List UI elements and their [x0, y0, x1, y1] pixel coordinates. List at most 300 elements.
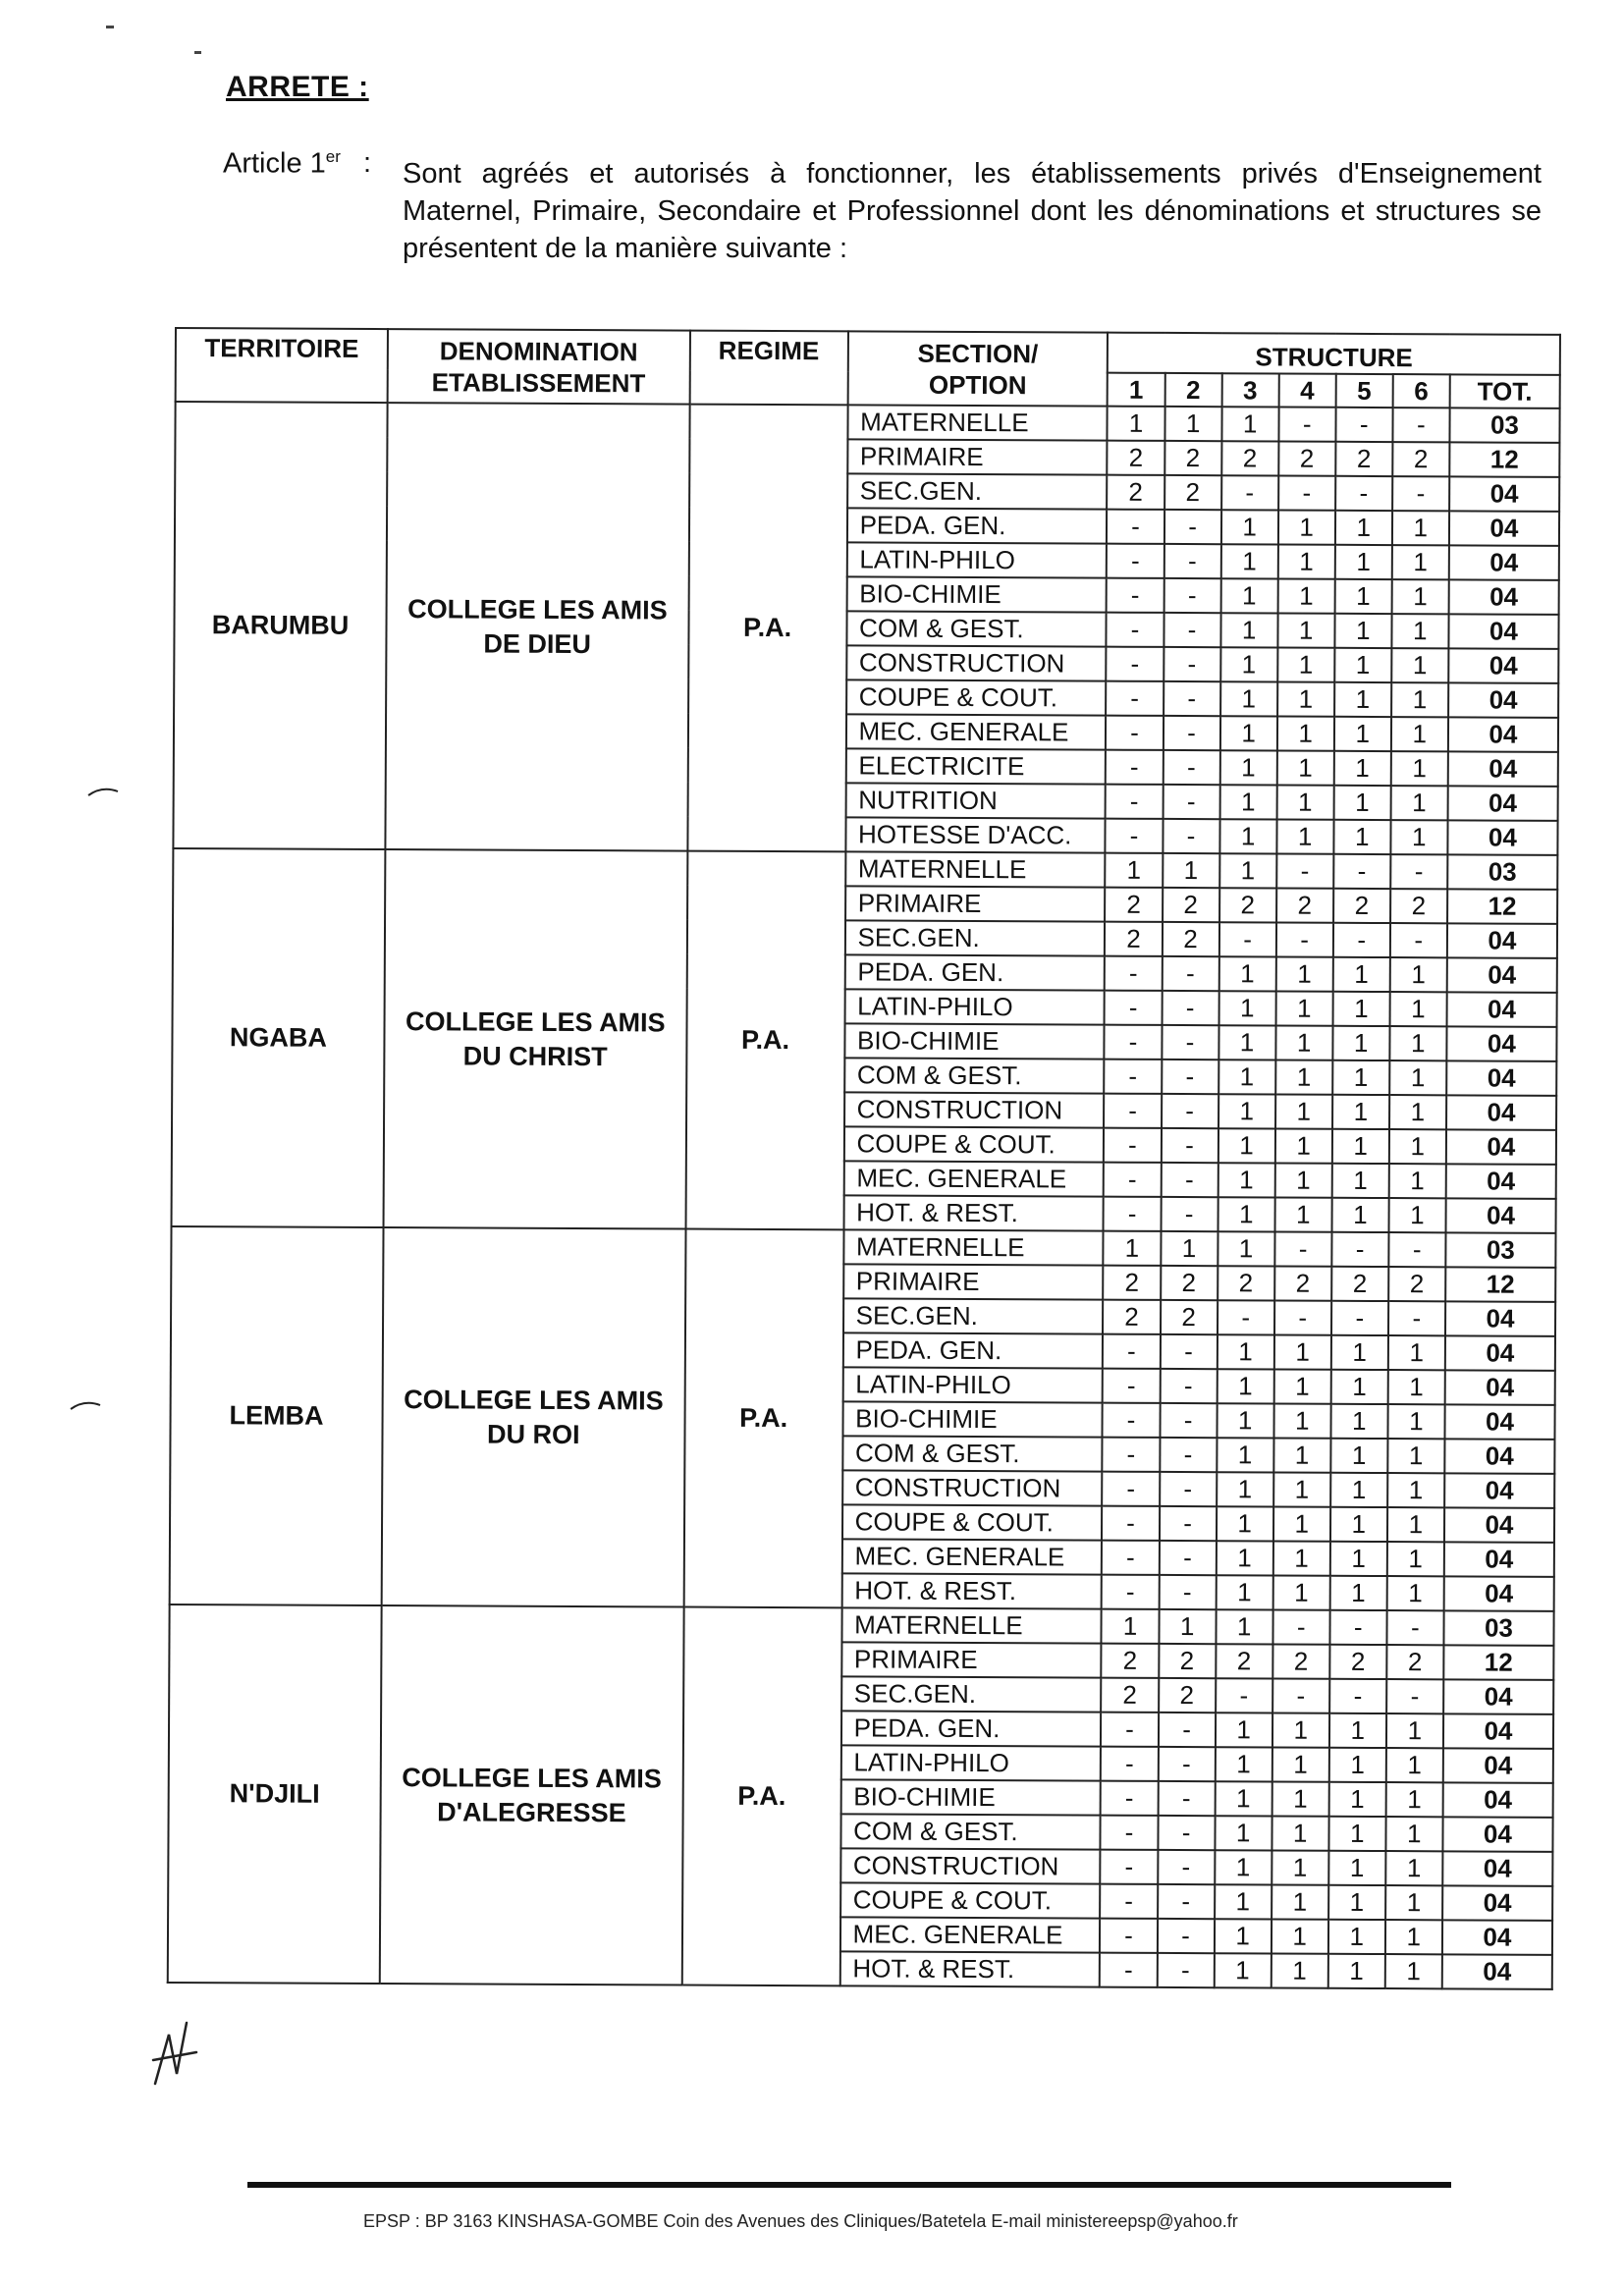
structure-cell-6: 1 [1386, 1748, 1443, 1782]
table-row [169, 1604, 1553, 1646]
structure-cell-2: - [1164, 510, 1220, 544]
total-cell: 04 [1448, 682, 1558, 718]
section-option-cell: SEC.GEN. [841, 1676, 1102, 1712]
structure-cell-3: 1 [1219, 750, 1276, 785]
structure-cell-1: 2 [1104, 1266, 1161, 1300]
section-option-cell: MATERNELLE [845, 851, 1106, 887]
structure-cell-3: 1 [1218, 1094, 1275, 1128]
structure-cell-5: 1 [1333, 820, 1390, 854]
structure-cell-3: 1 [1215, 1781, 1272, 1816]
structure-cell-2: - [1158, 1816, 1215, 1850]
structure-cell-4: 1 [1275, 1025, 1332, 1060]
structure-cell-6: 1 [1388, 1335, 1445, 1370]
structure-cell-5: 1 [1331, 1198, 1388, 1232]
structure-cell-3: 2 [1219, 888, 1276, 922]
structure-cell-1: - [1101, 1850, 1158, 1884]
structure-cell-1: 2 [1103, 1300, 1160, 1334]
total-cell: 03 [1445, 1232, 1555, 1268]
structure-cell-2: - [1160, 1472, 1217, 1506]
header-structure: STRUCTURE [1108, 333, 1560, 375]
structure-cell-1: - [1103, 1334, 1160, 1369]
structure-cell-5: 2 [1329, 1645, 1386, 1679]
structure-cell-3: 1 [1217, 1334, 1273, 1369]
structure-cell-6: 1 [1389, 1060, 1446, 1095]
structure-cell-3: 1 [1219, 785, 1276, 819]
structure-cell-4: 1 [1275, 1128, 1332, 1163]
section-option-cell: HOTESSE D'ACC. [845, 817, 1106, 852]
section-option-cell: COM & GEST. [846, 611, 1107, 646]
structure-cell-4: 1 [1275, 1060, 1332, 1094]
structure-cell-6: 1 [1391, 682, 1448, 717]
total-cell: 04 [1448, 717, 1558, 752]
structure-cell-4: 2 [1272, 1644, 1329, 1678]
structure-cell-3: - [1221, 475, 1278, 510]
structure-cell-3: 1 [1218, 1197, 1274, 1231]
structure-cell-6: 1 [1387, 1473, 1444, 1507]
total-cell: 04 [1448, 614, 1558, 649]
structure-cell-4: 1 [1273, 1369, 1330, 1403]
structure-cell-5: 2 [1333, 889, 1390, 923]
structure-cell-6: 1 [1387, 1542, 1444, 1576]
structure-cell-3: 1 [1218, 1060, 1275, 1094]
structure-cell-3: 1 [1215, 1816, 1272, 1850]
structure-cell-2: 1 [1164, 407, 1221, 441]
section-option-cell: MEC. GENERALE [840, 1917, 1101, 1952]
structure-cell-5: 1 [1328, 1920, 1385, 1954]
structure-cell-6: - [1392, 476, 1449, 511]
header-year-2: 2 [1164, 373, 1221, 407]
structure-cell-6: 1 [1389, 992, 1446, 1026]
structure-cell-6: 1 [1388, 1198, 1445, 1232]
structure-cell-5: 1 [1334, 717, 1391, 751]
section-option-cell: HOT. & REST. [843, 1195, 1104, 1230]
structure-cell-4: 1 [1272, 1850, 1328, 1884]
total-cell: 04 [1442, 1920, 1552, 1955]
structure-cell-1: - [1106, 819, 1163, 853]
group-territoire: BARUMBU [173, 402, 387, 849]
header-territoire: TERRITOIRE [176, 328, 388, 403]
total-cell: 04 [1442, 1851, 1552, 1886]
structure-cell-2: 1 [1163, 853, 1219, 888]
structure-cell-4: 1 [1272, 1747, 1328, 1781]
structure-cell-1: - [1101, 1884, 1158, 1919]
structure-cell-1: 2 [1108, 475, 1164, 510]
structure-cell-1: - [1100, 1919, 1157, 1953]
structure-cell-3: 1 [1218, 1163, 1274, 1197]
structure-cell-1: - [1101, 1713, 1158, 1747]
structure-cell-5: 1 [1328, 1817, 1385, 1851]
structure-cell-3: 1 [1218, 956, 1275, 991]
structure-cell-1: 2 [1105, 922, 1162, 956]
structure-cell-1: 2 [1106, 888, 1163, 922]
structure-cell-2: - [1160, 1403, 1217, 1438]
structure-cell-2: 1 [1159, 1609, 1216, 1644]
structure-cell-6: 2 [1390, 889, 1447, 923]
structure-cell-2: - [1161, 1128, 1218, 1163]
structure-cell-1: - [1104, 1094, 1161, 1128]
article-colon: : [363, 147, 372, 179]
structure-cell-1: 2 [1102, 1678, 1159, 1713]
structure-cell-1: - [1105, 1060, 1162, 1094]
structure-cell-1: - [1107, 613, 1164, 647]
total-cell: 04 [1444, 1473, 1554, 1508]
group-territoire: LEMBA [170, 1226, 384, 1605]
structure-cell-3: 1 [1220, 681, 1277, 716]
group-denomination: COLLEGE LES AMIS DE DIEU [385, 403, 689, 850]
structure-cell-2: - [1162, 1025, 1218, 1060]
structure-cell-6: 1 [1385, 1920, 1442, 1954]
structure-cell-4: 1 [1278, 510, 1335, 544]
total-cell: 04 [1444, 1542, 1554, 1577]
structure-cell-4: 1 [1277, 647, 1334, 681]
total-cell: 12 [1449, 442, 1559, 477]
total-cell: 03 [1443, 1610, 1553, 1646]
structure-cell-2: - [1161, 1163, 1218, 1197]
total-cell: 04 [1446, 1026, 1556, 1061]
section-option-cell: COM & GEST. [842, 1436, 1103, 1471]
structure-cell-3: 1 [1217, 1403, 1273, 1438]
structure-cell-2: - [1159, 1575, 1216, 1609]
section-option-cell: COUPE & COUT. [846, 680, 1107, 715]
structure-cell-4: 1 [1272, 1816, 1328, 1850]
section-option-cell: NUTRITION [845, 783, 1106, 818]
structure-cell-2: - [1162, 1060, 1218, 1094]
structure-cell-4: 1 [1274, 1163, 1331, 1197]
header-year-6: 6 [1392, 374, 1449, 408]
structure-cell-2: - [1164, 681, 1220, 716]
structure-cell-3: - [1218, 922, 1275, 956]
structure-cell-1: - [1106, 750, 1163, 785]
structure-cell-2: 2 [1161, 1266, 1218, 1300]
structure-cell-2: - [1161, 1197, 1218, 1231]
structure-cell-2: - [1158, 1713, 1215, 1747]
structure-cell-4: - [1274, 1231, 1331, 1266]
structure-cell-4: 1 [1272, 1781, 1328, 1816]
structure-cell-4: - [1272, 1678, 1329, 1713]
structure-cell-6: 1 [1390, 820, 1447, 854]
structure-cell-2: - [1162, 991, 1218, 1025]
article-text: Sont agréés et autorisés à fonctionner, les établissements privés d'Enseignement Maternel, Primaire, Secondaire et Professionnel dont les dénominations et structures se présentent de la manière suivante : [403, 158, 1542, 264]
total-cell: 04 [1447, 957, 1557, 993]
structure-cell-6: 1 [1389, 957, 1446, 992]
section-option-cell: BIO-CHIMIE [842, 1401, 1103, 1437]
structure-cell-2: - [1164, 578, 1220, 613]
structure-cell-4: 2 [1274, 1266, 1331, 1300]
article-label [223, 147, 341, 181]
group-denomination: COLLEGE LES AMIS DU CHRIST [383, 849, 687, 1228]
structure-cell-1: - [1104, 1128, 1161, 1163]
section-option-cell: HOT. & REST. [839, 1951, 1100, 1986]
section-option-cell: PRIMAIRE [841, 1642, 1102, 1677]
structure-cell-5: 1 [1332, 1060, 1389, 1095]
structure-cell-3: 1 [1214, 1953, 1271, 1987]
structure-cell-4: 1 [1276, 819, 1333, 853]
total-cell: 04 [1444, 1507, 1554, 1543]
structure-cell-5: 1 [1332, 992, 1389, 1026]
structure-cell-1: - [1106, 785, 1163, 819]
structure-cell-4: 1 [1277, 716, 1334, 750]
structure-cell-5: 1 [1330, 1542, 1387, 1576]
structure-cell-6: 1 [1391, 648, 1448, 682]
total-cell: 04 [1445, 1198, 1555, 1233]
structure-cell-2: - [1160, 1334, 1217, 1369]
signature-mark [147, 2013, 206, 2092]
total-cell: 04 [1446, 1095, 1556, 1130]
total-cell: 04 [1445, 1335, 1555, 1371]
structure-cell-4: 1 [1273, 1334, 1330, 1369]
structure-cell-2: - [1159, 1541, 1216, 1575]
structure-cell-4: - [1274, 1300, 1331, 1334]
structure-cell-4: 1 [1275, 956, 1332, 991]
structure-cell-2: 2 [1164, 475, 1221, 510]
structure-cell-3: 1 [1215, 1747, 1272, 1781]
group-regime: P.A. [683, 1229, 843, 1608]
total-cell: 04 [1445, 1301, 1555, 1336]
article-label-text: Article 1 [223, 147, 326, 180]
structure-cell-2: - [1162, 1094, 1218, 1128]
structure-cell-2: - [1158, 1781, 1215, 1816]
structure-cell-2: 2 [1159, 1678, 1216, 1713]
structure-cell-6: - [1388, 1301, 1445, 1335]
structure-cell-1: - [1107, 544, 1164, 578]
structure-cell-1: - [1103, 1472, 1160, 1506]
structure-cell-1: - [1105, 1025, 1162, 1060]
total-cell: 04 [1449, 511, 1559, 546]
structure-cell-3: 1 [1216, 1575, 1272, 1609]
structure-cell-1: - [1104, 1163, 1161, 1197]
structure-cell-1: - [1107, 510, 1164, 544]
structure-cell-3: 2 [1218, 1266, 1274, 1300]
structure-cell-2: 2 [1164, 441, 1221, 475]
structure-cell-1: - [1106, 716, 1163, 750]
scan-speck [106, 26, 114, 28]
structure-cell-4: 1 [1277, 681, 1334, 716]
structure-cell-6: 1 [1389, 1095, 1446, 1129]
section-option-cell: COM & GEST. [840, 1814, 1101, 1849]
structure-cell-4: 1 [1273, 1438, 1330, 1472]
structure-cell-6: 1 [1391, 751, 1448, 786]
total-cell: 03 [1449, 408, 1559, 443]
section-option-cell: LATIN-PHILO [844, 989, 1105, 1024]
structure-cell-5: - [1335, 408, 1392, 442]
structure-cell-3: 1 [1219, 853, 1276, 888]
section-option-cell: LATIN-PHILO [840, 1745, 1101, 1780]
structure-cell-3: 1 [1216, 1713, 1272, 1747]
structure-cell-2: 2 [1163, 888, 1219, 922]
section-option-cell: COM & GEST. [844, 1058, 1105, 1093]
structure-cell-2: - [1158, 1850, 1215, 1884]
structure-cell-3: 1 [1215, 1884, 1272, 1919]
structure-cell-3: - [1216, 1678, 1272, 1713]
group-regime: P.A. [681, 1607, 841, 1986]
header-denomination: DENOMINATION ETABLISSEMENT [388, 329, 690, 405]
structure-cell-3: 1 [1217, 1369, 1273, 1403]
structure-cell-5: - [1333, 923, 1390, 957]
structure-cell-2: - [1157, 1953, 1214, 1987]
group-territoire: N'DJILI [168, 1604, 382, 1984]
section-option-cell: HOT. & REST. [841, 1573, 1102, 1608]
structure-cell-4: 1 [1272, 1919, 1328, 1953]
structure-cell-6: 1 [1392, 511, 1449, 545]
structure-cell-3: 1 [1218, 991, 1275, 1025]
total-cell: 04 [1443, 1713, 1553, 1749]
section-option-cell: PRIMAIRE [843, 1264, 1104, 1299]
section-option-cell: LATIN-PHILO [846, 542, 1107, 577]
structure-cell-6: 2 [1392, 442, 1449, 476]
header-year-5: 5 [1335, 374, 1392, 408]
structure-cell-4: 1 [1277, 578, 1334, 613]
total-cell: 04 [1443, 1748, 1553, 1783]
header-total: TOT. [1449, 374, 1559, 408]
total-cell: 04 [1446, 1164, 1556, 1199]
total-cell: 04 [1447, 923, 1557, 958]
structure-cell-6: 2 [1386, 1645, 1443, 1679]
structure-cell-2: - [1160, 1369, 1217, 1403]
structure-cell-1: 1 [1108, 407, 1164, 441]
structure-cell-6: 1 [1385, 1817, 1442, 1851]
table-row [171, 1226, 1555, 1268]
structure-cell-6: 1 [1386, 1713, 1443, 1748]
structure-cell-3: 1 [1215, 1919, 1272, 1953]
section-option-cell: MEC. GENERALE [846, 714, 1107, 749]
structure-cell-5: 1 [1335, 511, 1392, 545]
structure-cell-5: 1 [1334, 545, 1391, 579]
structure-cell-3: - [1218, 1300, 1274, 1334]
structure-cell-3: 1 [1221, 407, 1278, 441]
table-body [168, 402, 1560, 1989]
structure-cell-6: 1 [1387, 1370, 1444, 1404]
structure-cell-4: - [1278, 475, 1335, 510]
structure-cell-6: 1 [1391, 579, 1448, 614]
structure-cell-6: 1 [1389, 1026, 1446, 1060]
structure-cell-6: 1 [1385, 1851, 1442, 1885]
structure-cell-5: 2 [1331, 1267, 1388, 1301]
footer-address: EPSP : BP 3163 KINSHASA-GOMBE Coin des Avenues des Cliniques/Batetela E-mail ministereepsp@yahoo.fr [363, 2211, 1238, 2231]
section-option-cell: CONSTRUCTION [844, 1092, 1105, 1127]
structure-cell-5: 1 [1330, 1473, 1387, 1507]
section-option-cell: CONSTRUCTION [846, 645, 1107, 680]
group-regime: P.A. [685, 851, 845, 1230]
structure-cell-5: 1 [1334, 614, 1391, 648]
section-option-cell: BIO-CHIMIE [846, 576, 1107, 612]
section-option-cell: SEC.GEN. [847, 473, 1108, 509]
structure-cell-6: 1 [1387, 1507, 1444, 1542]
total-cell: 04 [1448, 751, 1558, 787]
structure-cell-6: 1 [1387, 1404, 1444, 1439]
total-cell: 04 [1442, 1782, 1552, 1818]
structure-cell-5: 1 [1332, 1095, 1389, 1129]
group-regime: P.A. [687, 405, 847, 852]
structure-cell-4: 2 [1278, 441, 1335, 475]
section-option-cell: MATERNELLE [843, 1229, 1104, 1265]
structure-cell-6: 1 [1389, 1129, 1446, 1164]
section-option-cell: SEC.GEN. [844, 920, 1105, 955]
structure-cell-5: - [1333, 854, 1390, 889]
structure-cell-5: 1 [1332, 957, 1389, 992]
structure-cell-2: 2 [1162, 922, 1218, 956]
structure-cell-5: 1 [1333, 786, 1390, 820]
structure-cell-5: 1 [1333, 751, 1390, 786]
structure-cell-3: 1 [1218, 1025, 1275, 1060]
table-row [173, 848, 1557, 890]
structure-cell-3: 1 [1219, 819, 1276, 853]
structure-cell-1: - [1103, 1369, 1160, 1403]
total-cell: 04 [1449, 476, 1559, 512]
footer-rule [247, 2182, 1451, 2188]
section-option-cell: LATIN-PHILO [842, 1367, 1103, 1402]
scan-speck [194, 51, 201, 54]
structure-cell-1: - [1105, 956, 1162, 991]
structure-cell-2: 1 [1161, 1231, 1218, 1266]
structure-cell-4: 1 [1272, 1541, 1329, 1575]
structure-cell-3: 1 [1215, 1850, 1272, 1884]
structure-cell-4: 1 [1277, 613, 1334, 647]
structure-cell-1: 2 [1108, 441, 1164, 475]
structure-cell-6: 1 [1391, 614, 1448, 648]
structure-cell-2: - [1163, 819, 1219, 853]
total-cell: 04 [1443, 1576, 1553, 1611]
structure-cell-1: - [1102, 1506, 1159, 1541]
structure-cell-6: 1 [1387, 1439, 1444, 1473]
structure-cell-2: - [1163, 716, 1219, 750]
header-year-1: 1 [1108, 373, 1164, 407]
structure-cell-5: 1 [1334, 579, 1391, 614]
structure-cell-2: - [1164, 544, 1220, 578]
total-cell: 12 [1445, 1267, 1555, 1302]
section-option-cell: ELECTRICITE [845, 748, 1106, 784]
structure-cell-5: 1 [1330, 1370, 1387, 1404]
structure-cell-2: - [1160, 1506, 1217, 1541]
structure-cell-4: 1 [1272, 1884, 1328, 1919]
structure-cell-1: 1 [1106, 853, 1163, 888]
structure-cell-4: - [1276, 853, 1333, 888]
schools-structure-table [167, 327, 1561, 1990]
section-option-cell: MEC. GENERALE [843, 1161, 1104, 1196]
section-option-cell: SEC.GEN. [843, 1298, 1104, 1333]
section-option-cell: MATERNELLE [847, 405, 1108, 440]
structure-cell-6: 1 [1386, 1576, 1443, 1610]
structure-cell-1: 1 [1104, 1231, 1161, 1266]
structure-cell-5: 1 [1334, 648, 1391, 682]
structure-cell-3: 1 [1217, 1438, 1273, 1472]
structure-cell-5: 1 [1330, 1404, 1387, 1439]
total-cell: 04 [1446, 1060, 1556, 1096]
structure-cell-4: 1 [1275, 1094, 1332, 1128]
structure-cell-5: 1 [1331, 1335, 1388, 1370]
structure-cell-1: - [1104, 1197, 1161, 1231]
structure-cell-3: 1 [1216, 1541, 1272, 1575]
structure-cell-2: - [1163, 785, 1219, 819]
total-cell: 04 [1448, 648, 1558, 683]
structure-cell-5: 1 [1329, 1576, 1386, 1610]
structure-cell-5: 1 [1330, 1507, 1387, 1542]
total-cell: 03 [1447, 854, 1557, 890]
section-option-cell: PEDA. GEN. [842, 1332, 1103, 1368]
structure-cell-2: - [1160, 1438, 1217, 1472]
structure-cell-1: - [1102, 1575, 1159, 1609]
structure-cell-2: 2 [1161, 1300, 1218, 1334]
section-option-cell: PRIMAIRE [845, 886, 1106, 921]
total-cell: 04 [1447, 820, 1557, 855]
section-option-cell: COUPE & COUT. [840, 1882, 1101, 1918]
structure-cell-4: - [1272, 1609, 1329, 1644]
structure-cell-4: 1 [1275, 991, 1332, 1025]
structure-cell-5: - [1329, 1610, 1386, 1645]
section-option-cell: COUPE & COUT. [842, 1504, 1103, 1540]
structure-cell-3: 1 [1220, 578, 1277, 613]
structure-cell-4: 1 [1276, 750, 1333, 785]
total-cell: 12 [1443, 1645, 1553, 1680]
